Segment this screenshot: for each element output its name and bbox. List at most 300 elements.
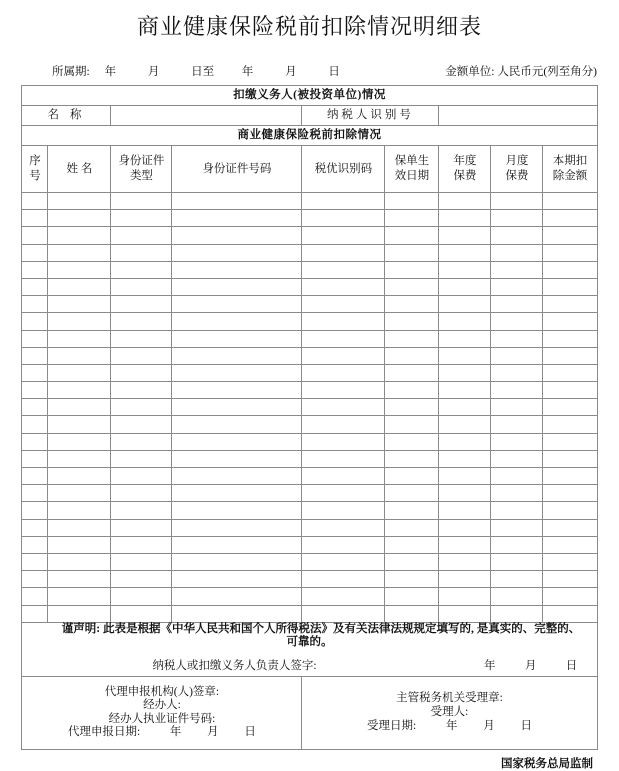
agent-date-row[interactable]: [22, 726, 301, 740]
signature-label[interactable]: 纳税人或扣缴义务人负责人签字:: [152, 659, 317, 672]
table-cell[interactable]: [491, 296, 543, 313]
table-cell[interactable]: [302, 468, 385, 485]
table-cell[interactable]: [439, 296, 491, 313]
table-cell[interactable]: [111, 416, 172, 433]
table-cell[interactable]: [302, 330, 385, 347]
table-cell[interactable]: [491, 193, 543, 210]
table-cell[interactable]: [302, 193, 385, 210]
table-cell[interactable]: [302, 399, 385, 416]
table-cell[interactable]: [439, 605, 491, 622]
declaration-block: [22, 622, 597, 676]
col-header-monthly-premium-line1: 月度: [505, 155, 529, 168]
table-cell[interactable]: [22, 433, 48, 450]
col-header-monthly-premium-line2: 保费: [505, 170, 529, 182]
table-cell[interactable]: [543, 193, 597, 210]
table-cell[interactable]: [22, 244, 48, 261]
table-cell[interactable]: [543, 244, 597, 261]
table-cell[interactable]: [172, 313, 302, 330]
signature-date-day: 日: [565, 659, 578, 672]
table-cell[interactable]: [302, 227, 385, 244]
table-cell[interactable]: [172, 296, 302, 313]
table-cell[interactable]: [48, 433, 111, 450]
table-cell[interactable]: [302, 210, 385, 227]
agent-date-day: 日: [244, 726, 256, 739]
taxpayer-id-label: 纳税人识别号: [302, 106, 439, 126]
table-cell[interactable]: [543, 433, 597, 450]
table-cell[interactable]: [172, 278, 302, 295]
table-cell[interactable]: [302, 605, 385, 622]
table-row: [22, 244, 597, 261]
table-cell[interactable]: [172, 330, 302, 347]
table-cell[interactable]: [439, 553, 491, 570]
detail-band-title: 商业健康保险税前扣除情况: [22, 126, 597, 146]
table-cell[interactable]: [439, 485, 491, 502]
withholding-agent-name-row: [22, 106, 597, 126]
agent-license-label[interactable]: 经办人执业证件号码:: [108, 712, 216, 725]
col-header-id-number-line1: 身份证件号码: [202, 162, 272, 175]
table-cell[interactable]: [111, 502, 172, 519]
table-cell[interactable]: [22, 605, 48, 622]
table-cell[interactable]: [385, 416, 439, 433]
table-cell[interactable]: [385, 261, 439, 278]
table-cell[interactable]: [48, 193, 111, 210]
table-cell[interactable]: [302, 588, 385, 605]
period-day-to: 日至: [191, 66, 215, 78]
table-cell[interactable]: [172, 553, 302, 570]
table-cell[interactable]: [491, 571, 543, 588]
col-header-seq-line2: 号: [29, 170, 41, 182]
period-month: 月: [147, 66, 160, 78]
table-cell[interactable]: [172, 210, 302, 227]
table-cell[interactable]: [385, 193, 439, 210]
table-cell[interactable]: [543, 227, 597, 244]
supervising-agency-stamp: 国家税务总局监制: [501, 757, 593, 770]
table-cell[interactable]: [491, 347, 543, 364]
table-cell[interactable]: [172, 193, 302, 210]
table-cell[interactable]: [48, 244, 111, 261]
table-cell[interactable]: [22, 347, 48, 364]
table-cell[interactable]: [385, 347, 439, 364]
table-cell[interactable]: [385, 553, 439, 570]
withholding-agent-band-row: [22, 86, 597, 106]
agent-name-input[interactable]: [111, 106, 302, 126]
table-cell[interactable]: [439, 536, 491, 553]
tax-authority-pane: [302, 676, 597, 749]
table-cell[interactable]: [302, 433, 385, 450]
table-cell[interactable]: [439, 330, 491, 347]
table-cell[interactable]: [491, 278, 543, 295]
table-cell[interactable]: [111, 433, 172, 450]
table-cell[interactable]: [172, 536, 302, 553]
table-cell[interactable]: [22, 450, 48, 467]
agent-name-label: 名 称: [22, 106, 111, 126]
table-cell[interactable]: [111, 553, 172, 570]
authority-seal-label[interactable]: 主管税务机关受理章:: [396, 692, 503, 705]
signature-date[interactable]: [471, 660, 591, 674]
table-cell[interactable]: [172, 588, 302, 605]
agent-seal-label[interactable]: 代理申报机构(人)签章:: [104, 685, 220, 698]
table-cell[interactable]: [385, 278, 439, 295]
table-cell[interactable]: [439, 468, 491, 485]
table-cell[interactable]: [439, 313, 491, 330]
table-cell[interactable]: [48, 313, 111, 330]
table-cell[interactable]: [543, 210, 597, 227]
table-cell[interactable]: [172, 502, 302, 519]
table-cell[interactable]: [111, 347, 172, 364]
currency-unit-label: 金额单位: 人民币元(列至角分): [445, 66, 597, 78]
table-row: [22, 364, 597, 381]
col-header-policy-date-line1: 保单生: [394, 155, 430, 168]
table-cell[interactable]: [385, 382, 439, 399]
table-cell[interactable]: [439, 278, 491, 295]
col-header-deduction: [543, 146, 597, 193]
declaration-line-2: 可靠的。: [286, 636, 333, 649]
table-row: [22, 261, 597, 278]
authority-date-year: 年: [445, 719, 458, 732]
table-cell[interactable]: [543, 399, 597, 416]
table-cell[interactable]: [172, 519, 302, 536]
table-cell[interactable]: [111, 296, 172, 313]
period-field: [52, 63, 340, 79]
table-cell[interactable]: [22, 261, 48, 278]
table-cell[interactable]: [48, 605, 111, 622]
table-row: [22, 193, 597, 210]
table-row: [22, 605, 597, 622]
table-cell[interactable]: [22, 296, 48, 313]
table-row: [22, 382, 597, 399]
table-cell[interactable]: [543, 468, 597, 485]
table-cell[interactable]: [48, 382, 111, 399]
table-cell[interactable]: [302, 519, 385, 536]
table-cell[interactable]: [302, 571, 385, 588]
table-cell[interactable]: [22, 502, 48, 519]
table-cell[interactable]: [48, 278, 111, 295]
table-cell[interactable]: [172, 485, 302, 502]
table-cell[interactable]: [172, 382, 302, 399]
table-cell[interactable]: [543, 502, 597, 519]
table-cell[interactable]: [385, 296, 439, 313]
table-cell[interactable]: [439, 588, 491, 605]
table-cell[interactable]: [439, 193, 491, 210]
table-cell[interactable]: [48, 399, 111, 416]
table-cell[interactable]: [22, 210, 48, 227]
table-cell[interactable]: [22, 571, 48, 588]
table-cell[interactable]: [543, 261, 597, 278]
table-row: [22, 227, 597, 244]
table-row: [22, 519, 597, 536]
table-row: [22, 450, 597, 467]
table-cell[interactable]: [48, 536, 111, 553]
table-cell[interactable]: [491, 382, 543, 399]
table-cell[interactable]: [543, 450, 597, 467]
table-cell[interactable]: [439, 399, 491, 416]
table-cell[interactable]: [385, 485, 439, 502]
table-cell[interactable]: [543, 536, 597, 553]
period-year-2: 年: [241, 66, 254, 78]
col-header-policy-date: [385, 146, 439, 193]
main-form-table: [21, 85, 597, 750]
table-cell[interactable]: [111, 227, 172, 244]
table-cell[interactable]: [491, 605, 543, 622]
table-cell[interactable]: [48, 296, 111, 313]
table-cell[interactable]: [439, 227, 491, 244]
col-header-name-line1: 姓 名: [66, 162, 93, 175]
table-cell[interactable]: [302, 553, 385, 570]
table-cell[interactable]: [439, 382, 491, 399]
col-header-annual-premium: [439, 146, 491, 193]
table-cell[interactable]: [385, 605, 439, 622]
table-cell[interactable]: [302, 261, 385, 278]
column-header-row: [22, 146, 597, 193]
table-cell[interactable]: [111, 382, 172, 399]
table-cell[interactable]: [22, 468, 48, 485]
table-cell[interactable]: [385, 502, 439, 519]
table-row: [22, 278, 597, 295]
table-cell[interactable]: [385, 210, 439, 227]
table-cell[interactable]: [172, 261, 302, 278]
table-cell[interactable]: [491, 588, 543, 605]
table-cell[interactable]: [111, 261, 172, 278]
table-cell[interactable]: [491, 364, 543, 381]
table-cell[interactable]: [491, 502, 543, 519]
col-header-tax-code-line1: 税优识别码: [314, 162, 373, 175]
col-header-seq-line1: 序: [29, 155, 41, 168]
table-cell[interactable]: [111, 330, 172, 347]
table-cell[interactable]: [48, 485, 111, 502]
table-cell[interactable]: [48, 571, 111, 588]
table-cell[interactable]: [48, 364, 111, 381]
table-cell[interactable]: [491, 261, 543, 278]
authority-date-row[interactable]: [302, 720, 596, 734]
table-cell[interactable]: [543, 588, 597, 605]
table-cell[interactable]: [385, 244, 439, 261]
table-cell[interactable]: [385, 330, 439, 347]
authority-date-label: 受理日期:: [367, 719, 417, 732]
table-cell[interactable]: [385, 313, 439, 330]
table-cell[interactable]: [491, 227, 543, 244]
period-day: 日: [328, 66, 340, 78]
table-cell[interactable]: [543, 571, 597, 588]
table-cell[interactable]: [22, 193, 48, 210]
table-cell[interactable]: [48, 502, 111, 519]
signature-date-year: 年: [484, 659, 496, 672]
table-row: [22, 553, 597, 570]
table-row: [22, 296, 597, 313]
table-cell[interactable]: [22, 588, 48, 605]
table-cell[interactable]: [48, 416, 111, 433]
table-cell[interactable]: [111, 588, 172, 605]
taxpayer-id-input[interactable]: [439, 106, 597, 126]
table-cell[interactable]: [491, 485, 543, 502]
table-cell[interactable]: [111, 571, 172, 588]
table-cell[interactable]: [385, 571, 439, 588]
table-cell[interactable]: [491, 536, 543, 553]
col-header-annual-premium-line1: 年度: [453, 155, 477, 168]
table-cell[interactable]: [111, 210, 172, 227]
table-cell[interactable]: [439, 210, 491, 227]
table-row: [22, 416, 597, 433]
table-cell[interactable]: [491, 244, 543, 261]
table-cell[interactable]: [22, 519, 48, 536]
table-cell[interactable]: [111, 399, 172, 416]
table-cell[interactable]: [302, 347, 385, 364]
table-cell[interactable]: [439, 502, 491, 519]
table-cell[interactable]: [439, 571, 491, 588]
period-month-2: 月: [285, 66, 297, 78]
agent-handler-label[interactable]: 经办人:: [143, 699, 181, 712]
table-cell[interactable]: [491, 450, 543, 467]
table-cell[interactable]: [491, 519, 543, 536]
table-cell[interactable]: [172, 450, 302, 467]
table-cell[interactable]: [439, 450, 491, 467]
table-cell[interactable]: [22, 227, 48, 244]
table-cell[interactable]: [439, 433, 491, 450]
table-cell[interactable]: [543, 296, 597, 313]
footer-panes-row: [22, 676, 597, 749]
table-row: [22, 330, 597, 347]
table-cell[interactable]: [172, 605, 302, 622]
table-cell[interactable]: [111, 364, 172, 381]
table-row: [22, 347, 597, 364]
table-cell[interactable]: [302, 313, 385, 330]
page-title: 商业健康保险税前扣除情况明细表: [136, 14, 482, 39]
table-cell[interactable]: [491, 433, 543, 450]
table-cell[interactable]: [385, 519, 439, 536]
table-cell[interactable]: [48, 210, 111, 227]
table-cell[interactable]: [543, 416, 597, 433]
table-cell[interactable]: [172, 347, 302, 364]
table-cell[interactable]: [543, 330, 597, 347]
detail-band-row: [22, 126, 597, 146]
table-cell[interactable]: [385, 433, 439, 450]
table-cell[interactable]: [172, 364, 302, 381]
col-header-id-number: [172, 146, 302, 193]
table-cell[interactable]: [491, 313, 543, 330]
table-cell[interactable]: [48, 588, 111, 605]
table-cell[interactable]: [491, 553, 543, 570]
table-row: [22, 502, 597, 519]
col-header-deduction-line1: 本期扣: [552, 155, 588, 168]
table-cell[interactable]: [111, 193, 172, 210]
table-cell[interactable]: [543, 382, 597, 399]
table-cell[interactable]: [439, 364, 491, 381]
table-cell[interactable]: [172, 433, 302, 450]
table-cell[interactable]: [48, 468, 111, 485]
table-cell[interactable]: [385, 588, 439, 605]
table-cell[interactable]: [302, 502, 385, 519]
table-cell[interactable]: [491, 468, 543, 485]
table-cell[interactable]: [48, 261, 111, 278]
table-cell[interactable]: [172, 227, 302, 244]
table-cell[interactable]: [302, 382, 385, 399]
authority-date-month: 月: [483, 719, 495, 732]
table-cell[interactable]: [302, 416, 385, 433]
table-cell[interactable]: [385, 450, 439, 467]
table-cell[interactable]: [22, 485, 48, 502]
table-cell[interactable]: [22, 399, 48, 416]
table-cell[interactable]: [543, 313, 597, 330]
table-cell[interactable]: [172, 571, 302, 588]
withholding-agent-band-title: 扣缴义务人(被投资单位)情况: [22, 86, 597, 106]
agent-date-year: 年: [169, 726, 182, 739]
table-cell[interactable]: [543, 485, 597, 502]
table-cell[interactable]: [491, 416, 543, 433]
table-cell[interactable]: [111, 519, 172, 536]
table-cell[interactable]: [111, 605, 172, 622]
table-cell[interactable]: [22, 553, 48, 570]
table-cell[interactable]: [543, 364, 597, 381]
table-cell[interactable]: [302, 536, 385, 553]
table-cell[interactable]: [111, 313, 172, 330]
table-cell[interactable]: [22, 313, 48, 330]
table-cell[interactable]: [48, 330, 111, 347]
period-year: 年: [104, 66, 117, 78]
table-cell[interactable]: [111, 536, 172, 553]
table-cell[interactable]: [385, 227, 439, 244]
table-row: [22, 571, 597, 588]
table-cell[interactable]: [111, 244, 172, 261]
table-cell[interactable]: [543, 347, 597, 364]
table-cell[interactable]: [302, 450, 385, 467]
table-cell[interactable]: [385, 468, 439, 485]
table-cell[interactable]: [48, 227, 111, 244]
authority-receiver-label[interactable]: 受理人:: [430, 706, 469, 719]
table-cell[interactable]: [385, 536, 439, 553]
table-cell[interactable]: [439, 416, 491, 433]
table-cell[interactable]: [172, 416, 302, 433]
table-cell[interactable]: [22, 536, 48, 553]
table-cell[interactable]: [22, 416, 48, 433]
table-cell[interactable]: [48, 347, 111, 364]
table-cell[interactable]: [302, 364, 385, 381]
table-cell[interactable]: [111, 278, 172, 295]
table-row: [22, 399, 597, 416]
table-cell[interactable]: [543, 519, 597, 536]
table-cell[interactable]: [543, 278, 597, 295]
table-cell[interactable]: [439, 519, 491, 536]
table-cell[interactable]: [543, 605, 597, 622]
table-cell[interactable]: [385, 364, 439, 381]
table-cell[interactable]: [491, 210, 543, 227]
table-cell[interactable]: [439, 244, 491, 261]
table-cell[interactable]: [439, 347, 491, 364]
table-cell[interactable]: [22, 364, 48, 381]
table-cell[interactable]: [385, 399, 439, 416]
table-cell[interactable]: [302, 296, 385, 313]
table-cell[interactable]: [172, 244, 302, 261]
table-cell[interactable]: [48, 519, 111, 536]
table-cell[interactable]: [302, 485, 385, 502]
table-cell[interactable]: [22, 330, 48, 347]
table-cell[interactable]: [491, 399, 543, 416]
table-cell[interactable]: [439, 261, 491, 278]
table-cell[interactable]: [111, 450, 172, 467]
table-cell[interactable]: [543, 553, 597, 570]
table-cell[interactable]: [172, 468, 302, 485]
table-cell[interactable]: [111, 468, 172, 485]
table-cell[interactable]: [302, 278, 385, 295]
table-cell[interactable]: [48, 450, 111, 467]
table-cell[interactable]: [111, 485, 172, 502]
table-cell[interactable]: [48, 553, 111, 570]
table-cell[interactable]: [491, 330, 543, 347]
table-cell[interactable]: [302, 244, 385, 261]
declaration-line-1: 谨声明: 此表是根据《中华人民共和国个人所得税法》及有关法律法规规定填写的, 是真实的、完整的、: [61, 622, 581, 635]
table-cell[interactable]: [22, 278, 48, 295]
table-cell[interactable]: [172, 399, 302, 416]
table-row: [22, 433, 597, 450]
table-cell[interactable]: [22, 382, 48, 399]
